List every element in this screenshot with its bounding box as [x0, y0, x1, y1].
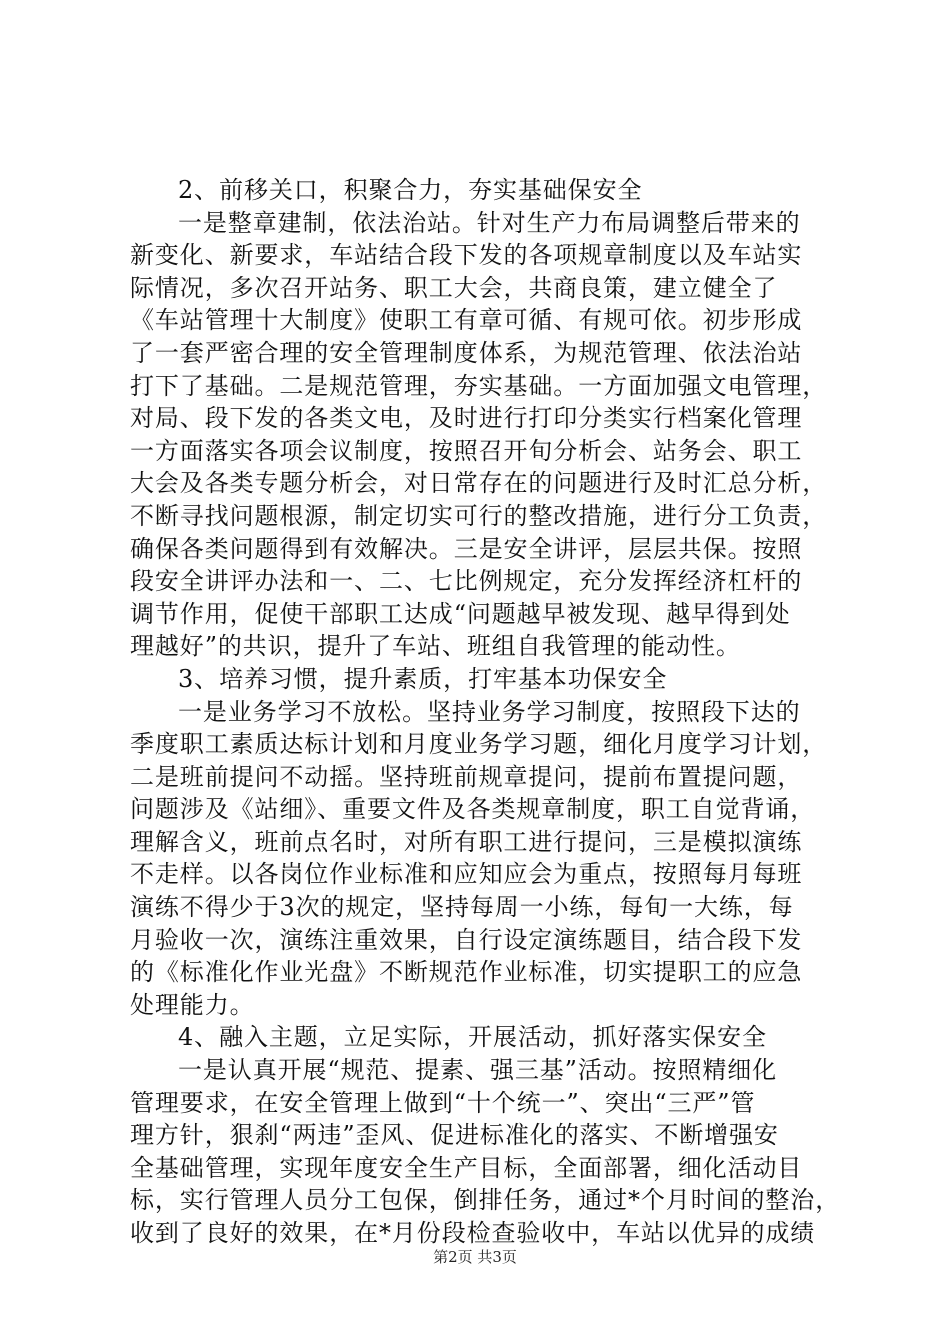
paragraph-line: 季度职工素质达标计划和月度业务学习题，细化月度学习计划，: [130, 730, 828, 759]
paragraph-line: 了一套严密合理的安全管理制度体系，为规范管理、依法治站: [130, 338, 803, 367]
paragraph-line: 不走样。以各岗位作业标准和应知应会为重点，按照每月每班: [130, 860, 803, 889]
paragraph-line: 月验收一次，演练注重效果，自行设定演练题目，结合段下发: [130, 925, 803, 954]
paragraph-line: 标，实行管理人员分工包保，倒排任务，通过*个月时间的整治，: [130, 1186, 841, 1215]
paragraph-line: 打下了基础。二是规范管理，夯实基础。一方面加强文电管理，: [130, 371, 828, 400]
paragraph-line: 调节作用，促使干部职工达成“问题越早被发现、越早得到处: [130, 599, 791, 628]
paragraph-line: 大会及各类专题分析会，对日常存在的问题进行及时汇总分析，: [130, 469, 828, 498]
section-heading: 2、前移关口，积聚合力，夯实基础保安全: [178, 176, 643, 204]
paragraph-line: 处理能力。: [130, 990, 255, 1019]
paragraph-line: 际情况，多次召开站务、职工大会，共商良策，建立健全了: [130, 273, 778, 302]
paragraph-line: 收到了良好的效果，在*月份段检查验收中，车站以优异的成绩: [130, 1219, 816, 1247]
paragraph-line: 《车站管理十大制度》使职工有章可循、有规可依。初步形成: [130, 306, 803, 335]
paragraph-line: 管理要求，在安全管理上做到“十个统一”、突出“三严”管: [130, 1088, 756, 1117]
paragraph-line: 演练不得少于3次的规定，坚持每周一小练，每旬一大练，每: [130, 893, 794, 922]
paragraph-line: 的《标准化作业光盘》不断规范作业标准，切实提职工的应急: [130, 958, 803, 987]
paragraph-line: 确保各类问题得到有效解决。三是安全讲评，层层共保。按照: [130, 534, 803, 563]
paragraph-line: 一是认真开展“规范、提素、强三基”活动。按照精细化: [178, 1056, 778, 1085]
paragraph-line: 一是整章建制，依法治站。针对生产力布局调整后带来的: [178, 208, 801, 237]
page-number: 第2页 共3页: [433, 1248, 517, 1266]
paragraph-line: 一方面落实各项会议制度，按照召开旬分析会、站务会、职工: [130, 436, 803, 465]
paragraph-line: 二是班前提问不动摇。坚持班前规章提问，提前布置提问题，: [130, 762, 803, 791]
paragraph-line: 新变化、新要求，车站结合段下发的各项规章制度以及车站实: [130, 241, 803, 270]
section-heading: 4、融入主题，立足实际，开展活动，抓好落实保安全: [178, 1023, 767, 1052]
paragraph-line: 对局、段下发的各类文电，及时进行打印分类实行档案化管理: [130, 404, 803, 433]
section-heading: 3、培养习惯，提升素质，打牢基本功保安全: [178, 664, 668, 693]
paragraph-line: 理方针，狠刹“两违”歪风、促进标准化的落实、不断增强安: [130, 1121, 779, 1150]
paragraph-line: 理解含义，班前点名时，对所有职工进行提问，三是模拟演练: [130, 827, 803, 856]
paragraph-line: 不断寻找问题根源，制定切实可行的整改措施，进行分工负责，: [130, 501, 828, 530]
paragraph-line: 一是业务学习不放松。坚持业务学习制度，按照段下达的: [178, 697, 801, 726]
paragraph-line: 全基础管理，实现年度安全生产目标，全面部署，细化活动目: [130, 1153, 803, 1182]
paragraph-line: 段安全讲评办法和一、二、七比例规定，充分发挥经济杠杆的: [130, 567, 803, 596]
paragraph-line: 理越好”的共识，提升了车站、班组自我管理的能动性。: [130, 632, 741, 661]
paragraph-line: 问题涉及《站细》、重要文件及各类规章制度，职工自觉背诵，: [130, 795, 816, 824]
document-body: [130, 174, 841, 1250]
